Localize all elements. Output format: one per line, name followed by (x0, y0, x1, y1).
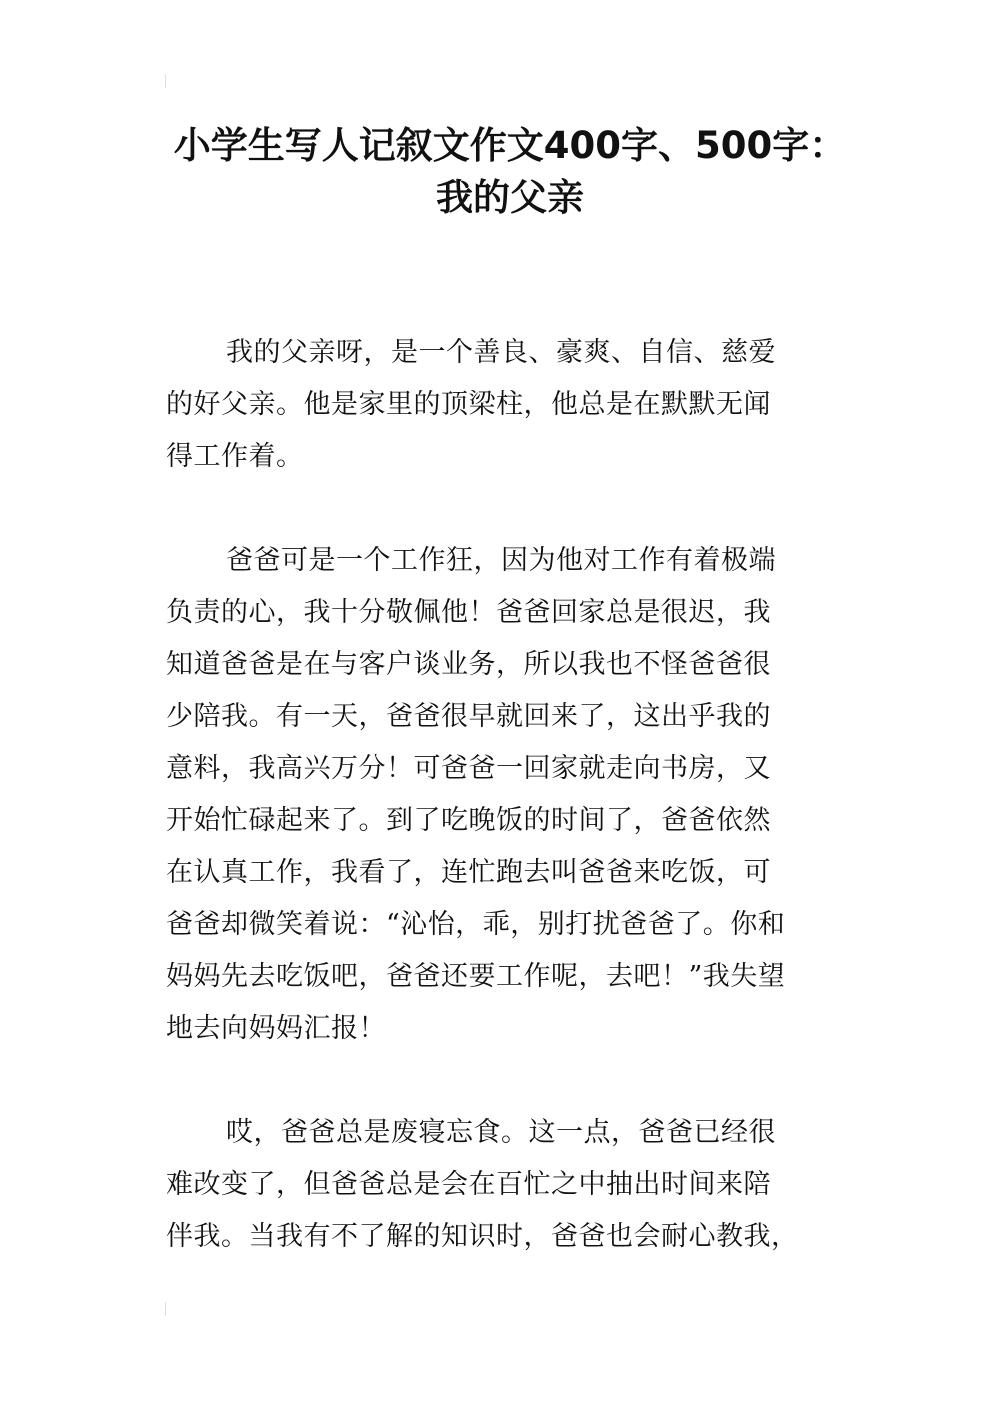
text-line: 的好父亲。他是家里的顶梁柱，他总是在默默无闻 (166, 389, 771, 420)
text-line: 难改变了，但爸爸总是会在百忙之中抽出时间来陪 (166, 1169, 771, 1200)
text-line: 妈妈先去吃饭吧，爸爸还要工作呢，去吧！”我失望 (166, 961, 786, 992)
text-line: 得工作着。 (166, 441, 304, 472)
title-line-2: 我的父亲 (436, 176, 584, 219)
title-line-1: 小学生写人记叙文作文400字、500字： (173, 124, 847, 167)
text-line: 地去向妈妈汇报！ (166, 1013, 386, 1044)
text-line: 哎，爸爸总是废寝忘食。这一点，爸爸已经很 (226, 1117, 776, 1148)
document-title (150, 120, 870, 224)
text-line: 我的父亲呀，是一个善良、豪爽、自信、慈爱 (226, 337, 776, 368)
paragraph-2 (166, 535, 836, 1055)
text-line: 伴我。当我有不了解的知识时，爸爸也会耐心教我， (166, 1221, 799, 1252)
text-line: 负责的心，我十分敬佩他！爸爸回家总是很迟，我 (166, 597, 771, 628)
text-line: 意料，我高兴万分！可爸爸一回家就走向书房，又 (166, 753, 771, 784)
page-corner-mark-bottom (165, 1302, 166, 1316)
paragraph-3 (166, 1107, 836, 1263)
page-corner-mark-top (165, 74, 166, 88)
text-line: 在认真工作，我看了，连忙跑去叫爸爸来吃饭，可 (166, 857, 771, 888)
text-line: 爸爸可是一个工作狂，因为他对工作有着极端 (226, 545, 776, 576)
text-line: 爸爸却微笑着说：“沁怡，乖，别打扰爸爸了。你和 (166, 909, 786, 940)
text-line: 知道爸爸是在与客户谈业务，所以我也不怪爸爸很 (166, 649, 771, 680)
paragraph-1 (166, 327, 836, 483)
text-line: 开始忙碌起来了。到了吃晚饭的时间了，爸爸依然 (166, 805, 771, 836)
text-line: 少陪我。有一天，爸爸很早就回来了，这出乎我的 (166, 701, 771, 732)
